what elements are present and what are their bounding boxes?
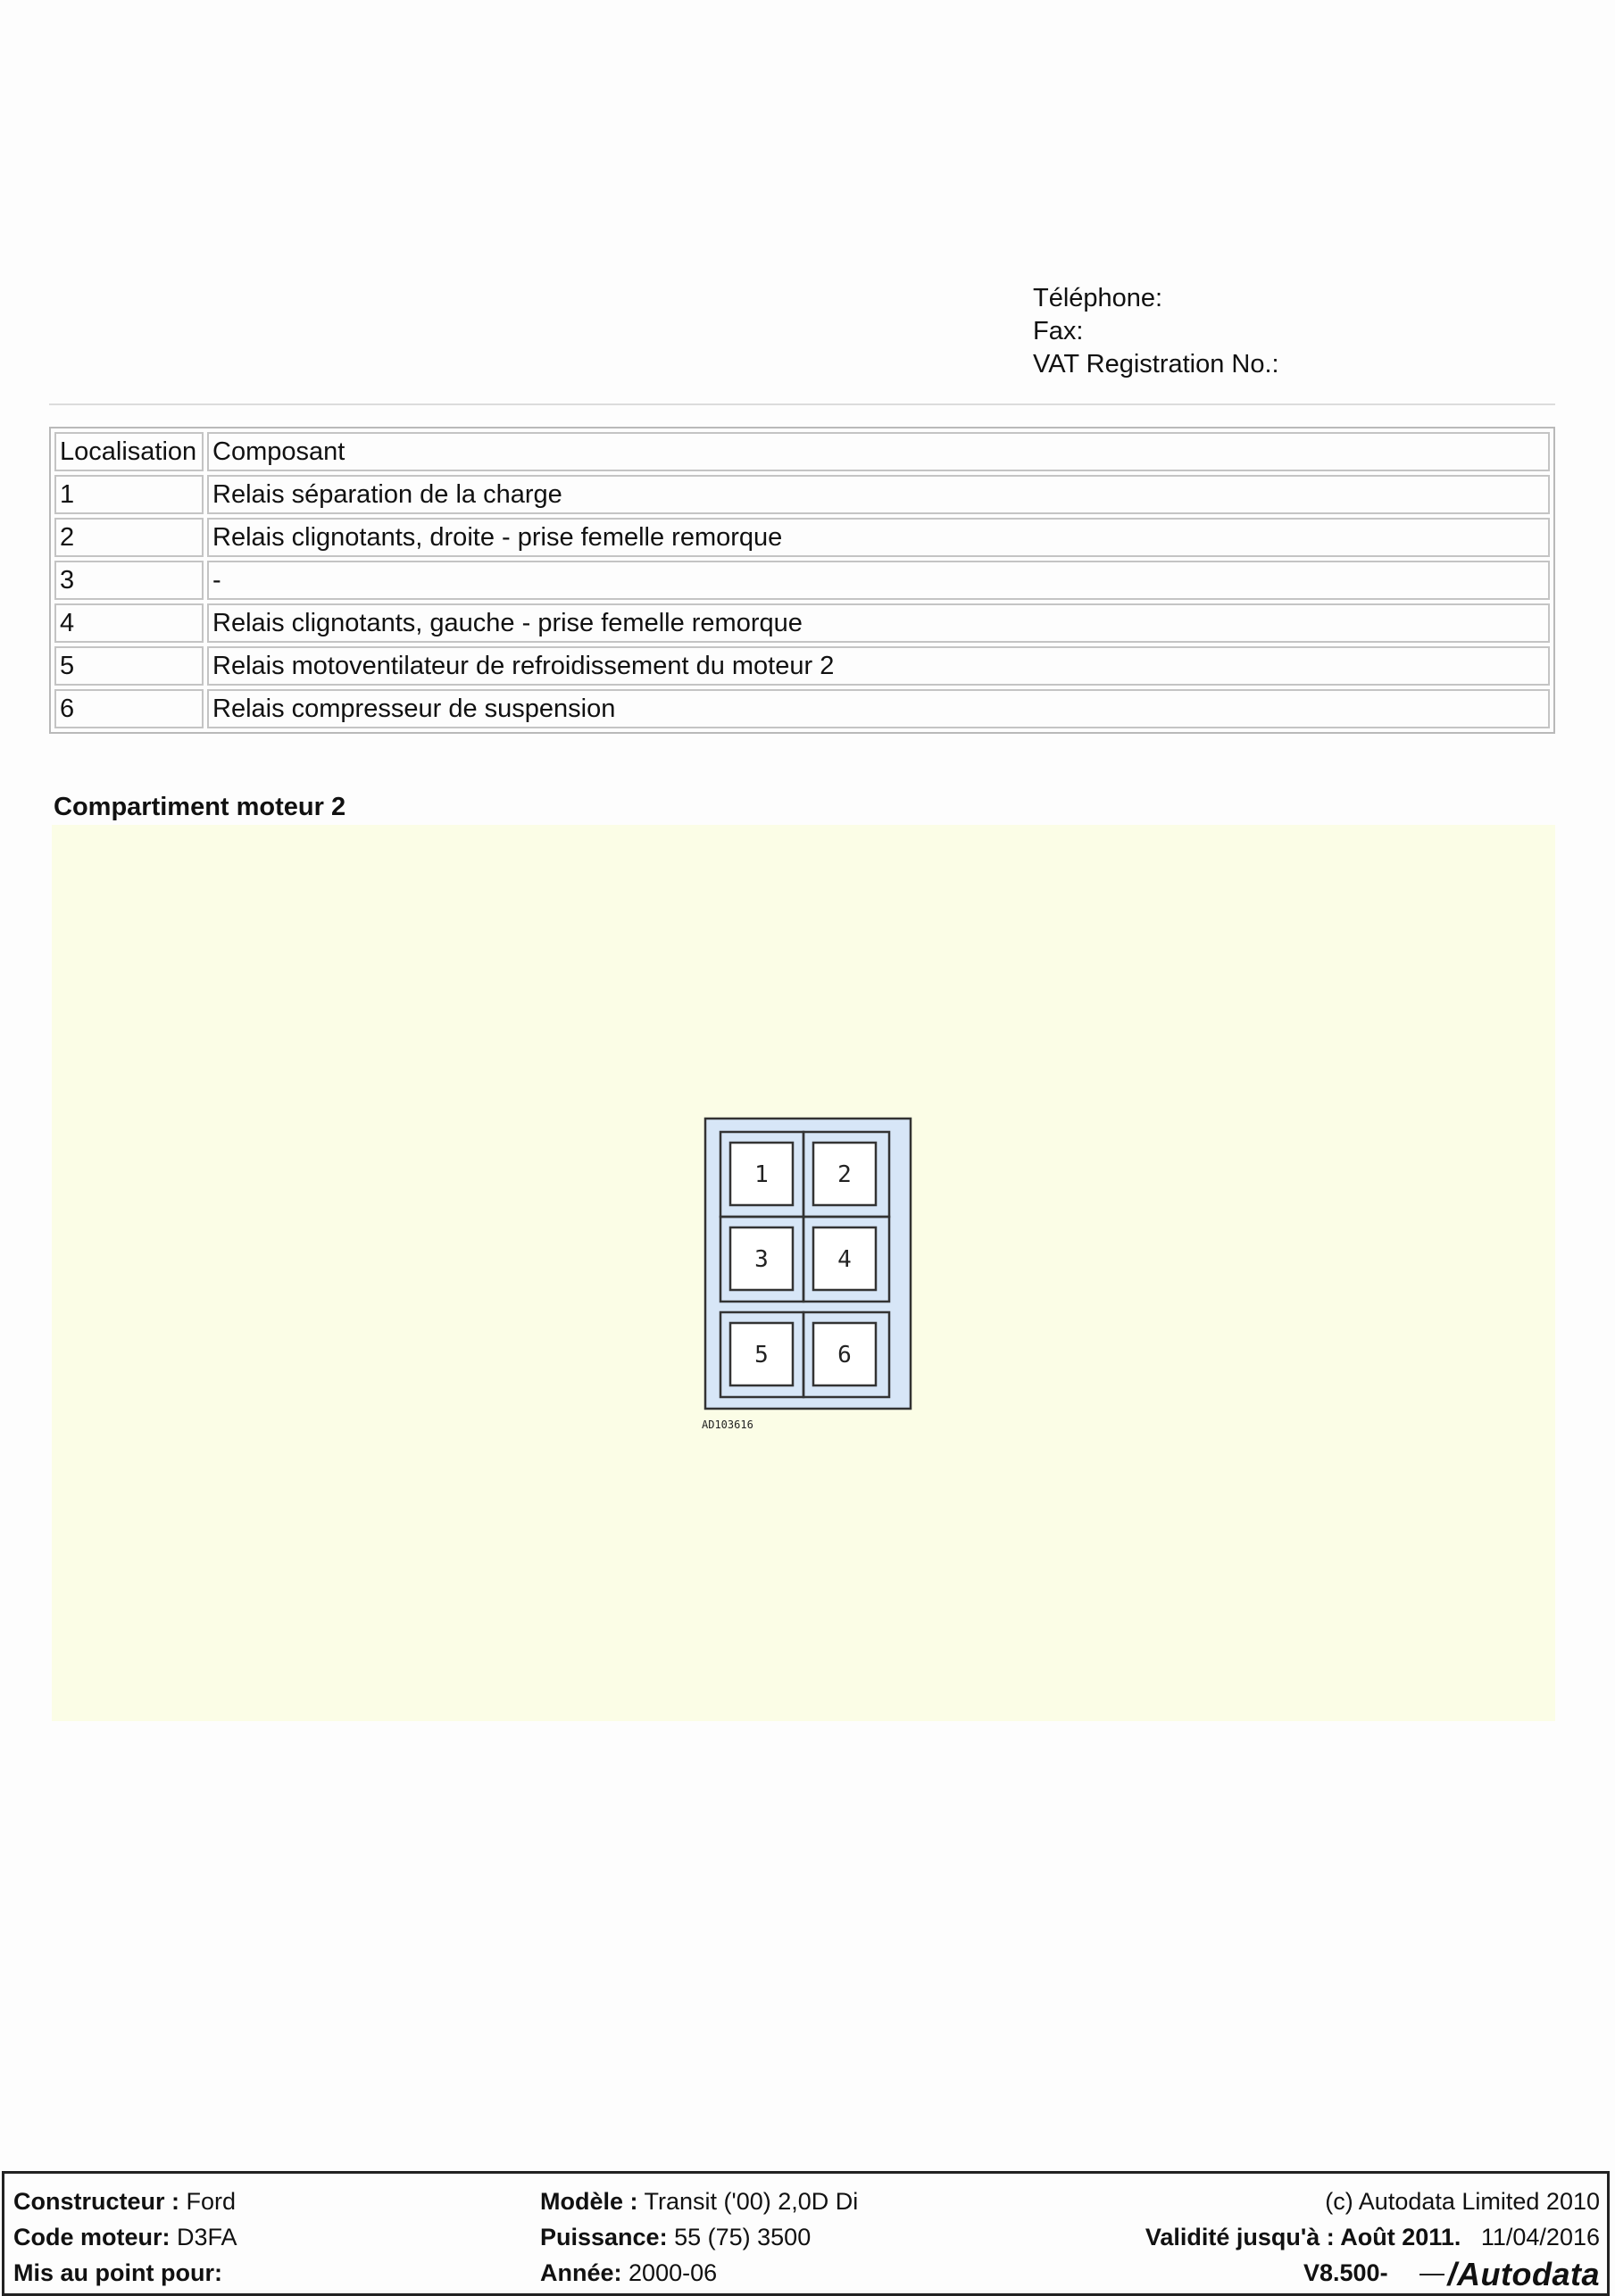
relay-number-3: 3	[754, 1246, 769, 1273]
validity	[1145, 2224, 1600, 2251]
cell-location: 3	[54, 561, 204, 600]
cell-location: 5	[54, 646, 204, 686]
validity-label: Validité jusqu'à : Août 2011.	[1145, 2224, 1461, 2250]
section-title: Compartiment moteur 2	[54, 793, 346, 821]
table-row	[54, 646, 1550, 686]
set-for-label: Mis au point pour:	[13, 2259, 222, 2286]
fax-label: Fax:	[1033, 317, 1084, 345]
relay-number-1: 1	[754, 1161, 769, 1188]
model-label: Modèle :	[540, 2188, 638, 2215]
contact-block	[1033, 282, 1279, 381]
power-label: Puissance:	[540, 2224, 668, 2250]
cell-location: 6	[54, 689, 204, 728]
manufacturer-label: Constructeur :	[13, 2188, 180, 2215]
cell-component: Relais motoventilateur de refroidissement du moteur 2	[207, 646, 1550, 686]
year	[540, 2259, 717, 2287]
model	[540, 2188, 858, 2216]
cell-component: Relais compresseur de suspension	[207, 689, 1550, 728]
version: V8.500-	[1303, 2259, 1388, 2286]
table-row	[54, 475, 1550, 514]
footer-row-3	[13, 2256, 1600, 2292]
cell-location: 2	[54, 518, 204, 557]
cell-location: 1	[54, 475, 204, 514]
cell-component: Relais clignotants, droite - prise femelle remorque	[207, 518, 1550, 557]
table-header-row	[54, 432, 1550, 471]
manufacturer-value: Ford	[186, 2188, 237, 2215]
autodata-logo: /Autodata	[1447, 2256, 1600, 2292]
footer	[2, 2171, 1610, 2296]
engine-code-label: Code moteur:	[13, 2224, 171, 2250]
telephone-label: Téléphone:	[1033, 284, 1163, 312]
relay-number-4: 4	[837, 1246, 852, 1273]
cell-component: -	[207, 561, 1550, 600]
table-row	[54, 561, 1550, 600]
cell-component: Relais séparation de la charge	[207, 475, 1550, 514]
header-divider	[49, 403, 1555, 405]
footer-row-1	[13, 2188, 1600, 2220]
table-row	[54, 518, 1550, 557]
year-label: Année:	[540, 2259, 622, 2286]
diagram-reference: AD103616	[702, 1418, 753, 1431]
table-row	[54, 603, 1550, 643]
relay-number-6: 6	[837, 1342, 852, 1368]
cell-component: Relais clignotants, gauche - prise femelle remorque	[207, 603, 1550, 643]
header-localisation: Localisation	[54, 432, 204, 471]
model-value: Transit ('00) 2,0D Di	[644, 2188, 859, 2215]
relay-number-5: 5	[754, 1342, 769, 1368]
table-row	[54, 689, 1550, 728]
cell-location: 4	[54, 603, 204, 643]
engine-code-value: D3FA	[177, 2224, 237, 2250]
print-date: 11/04/2016	[1480, 2224, 1600, 2250]
footer-row-2	[13, 2224, 1600, 2256]
manufacturer	[13, 2188, 236, 2216]
relay-box-diagram	[687, 1114, 928, 1435]
year-value: 2000-06	[629, 2259, 718, 2286]
power-value: 55 (75) 3500	[674, 2224, 812, 2250]
copyright: (c) Autodata Limited 2010	[1325, 2188, 1600, 2215]
footer-rule	[1419, 2274, 1444, 2275]
relay-location-table	[49, 427, 1555, 734]
power	[540, 2224, 811, 2251]
engine-code	[13, 2224, 237, 2251]
relay-number-2: 2	[837, 1161, 852, 1188]
vat-label: VAT Registration No.:	[1033, 350, 1279, 379]
header-composant: Composant	[207, 432, 1550, 471]
